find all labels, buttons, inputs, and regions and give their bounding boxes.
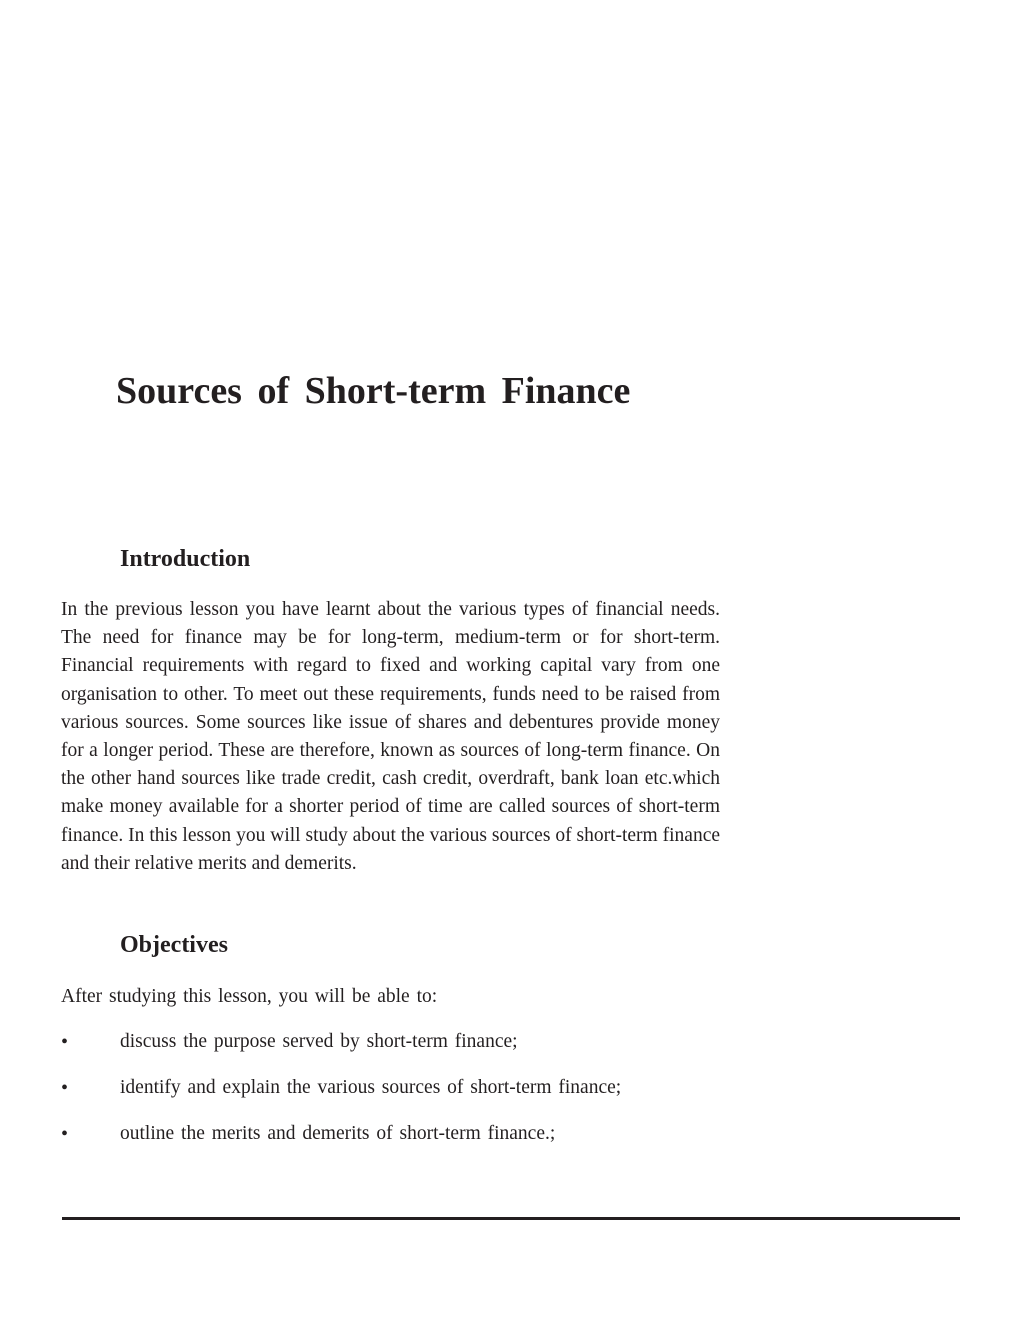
bullet-icon: • <box>61 1077 69 1099</box>
introduction-heading: Introduction <box>120 546 251 572</box>
objective-text: identify and explain the various sources of short-term finance; <box>120 1077 622 1098</box>
page-title: Sources of Short-term Finance <box>116 370 631 412</box>
objectives-heading: Objectives <box>120 932 228 958</box>
bullet-icon: • <box>61 1123 69 1145</box>
objective-text: outline the merits and demerits of short-term finance.; <box>120 1123 556 1144</box>
objective-text: discuss the purpose served by short-term finance; <box>120 1031 518 1052</box>
objectives-lead: After studying this lesson, you will be able to: <box>61 986 438 1007</box>
objectives-list <box>61 1028 761 1166</box>
bullet-icon: • <box>61 1031 69 1053</box>
objective-item <box>61 1028 761 1074</box>
objective-item <box>61 1120 761 1166</box>
introduction-paragraph: In the previous lesson you have learnt about the various types of financial needs. The need for finance may be for long-term, medium-term or for short-term. Financial requirements with regard to fixed and working capital vary from one organisation to other. To meet out these requirements, funds need to be raised from various sources. Some sources like issue of shares and debentures provide money for a longer period. These are therefore, known as sources of long-term finance. On the other hand sources like trade credit, cash credit, overdraft, bank loan etc.which make money available for a shorter period of time are called sources of short-term finance. In this lesson you will study about the various sources of short-term finance and their relative merits and demerits. <box>61 599 720 874</box>
objective-item <box>61 1074 761 1120</box>
footer-divider <box>62 1217 960 1220</box>
